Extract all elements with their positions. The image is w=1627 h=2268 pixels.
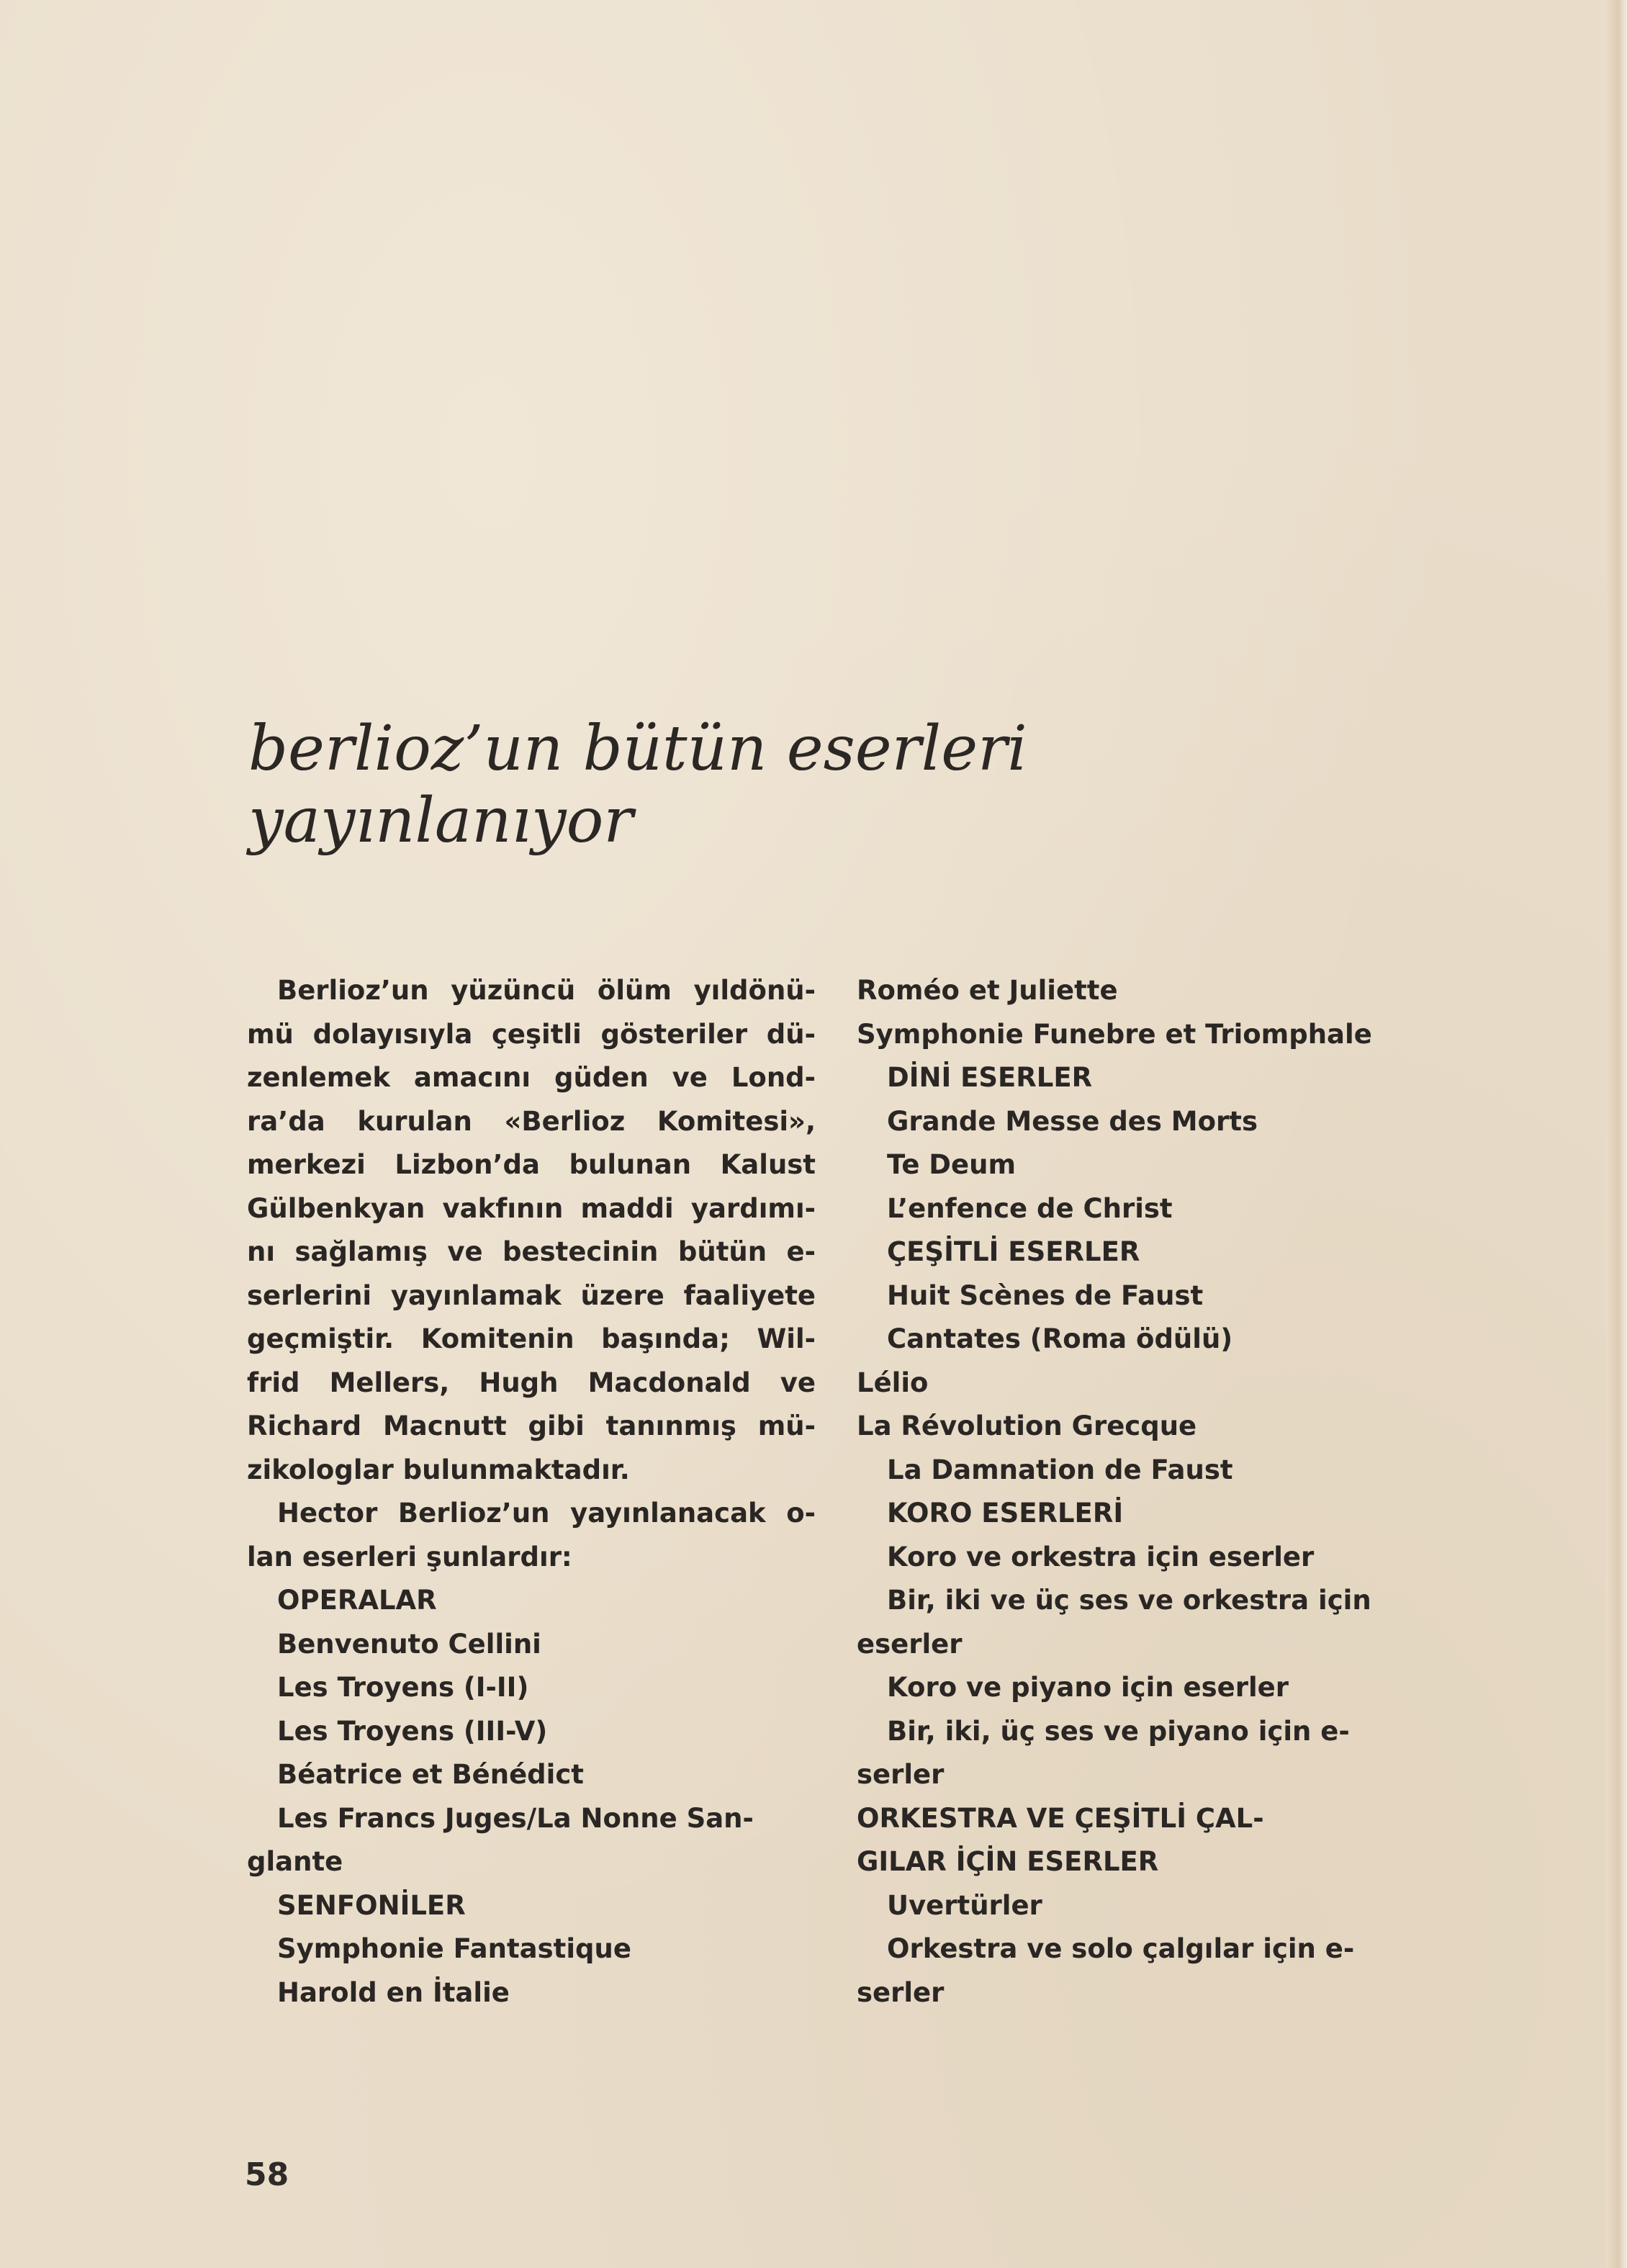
torn-page-edge	[1605, 0, 1627, 2268]
work-title: Bir, iki ve üç ses ve orkestra için	[887, 1585, 1371, 1616]
text-line: lan eserleri şunlardır:	[247, 1541, 572, 1572]
section-heading: SENFONİLER	[277, 1889, 466, 1921]
section-heading: KORO ESERLERİ	[887, 1498, 1124, 1529]
work-title: Grande Messe des Morts	[887, 1105, 1258, 1137]
work-title: La Damnation de Faust	[887, 1454, 1233, 1485]
text-line: Hector Berlioz’un yayınlanacak o-	[277, 1498, 816, 1529]
works-list-right	[857, 969, 1440, 2015]
work-title: Symphonie Fantastique	[277, 1933, 631, 1964]
work-title: Orkestra ve solo çalgılar için e-	[887, 1933, 1355, 1964]
text-line: merkezi Lizbon’da bulunan Kalust	[247, 1149, 816, 1180]
article-title	[248, 713, 1184, 857]
text-line: geçmiştir. Komitenin başında; Wil-	[247, 1323, 816, 1354]
work-title: Les Francs Juges/La Nonne San-	[277, 1802, 754, 1834]
work-title-continued: serler	[857, 1759, 945, 1790]
work-title: Cantates (Roma ödülü)	[887, 1323, 1233, 1354]
work-title: Roméo et Juliette	[857, 975, 1118, 1006]
work-title-continued: glante	[247, 1846, 343, 1877]
work-title-continued: eserler	[857, 1628, 963, 1660]
text-line: zikologlar bulunmaktadır.	[247, 1454, 630, 1485]
intro-paragraph	[247, 969, 816, 1492]
work-title: La Révolution Grecque	[857, 1410, 1197, 1441]
work-title: Benvenuto Cellini	[277, 1628, 541, 1660]
work-title-continued: serler	[857, 1976, 945, 2008]
left-column	[247, 969, 816, 2015]
text-line: Richard Macnutt gibi tanınmış mü-	[247, 1410, 816, 1441]
works-list-left	[247, 1579, 816, 2015]
text-line: zenlemek amacını güden ve Lond-	[247, 1062, 816, 1093]
work-title: Béatrice et Bénédict	[277, 1759, 584, 1790]
work-title: Les Troyens (I-II)	[277, 1672, 529, 1703]
list-intro-paragraph	[247, 1492, 816, 1579]
work-title: Uvertürler	[887, 1889, 1042, 1921]
section-heading-continued: GILAR İÇİN ESERLER	[857, 1846, 1159, 1877]
section-heading: ÇEŞİTLİ ESERLER	[887, 1236, 1140, 1267]
article-title-line-2: yayınlanıyor	[248, 785, 634, 857]
work-title: Koro ve orkestra için eserler	[887, 1541, 1315, 1572]
work-title: Huit Scènes de Faust	[887, 1279, 1204, 1311]
article-title-line-1: berlioz’un bütün eserleri	[248, 713, 1027, 785]
text-line: frid Mellers, Hugh Macdonald ve	[247, 1367, 816, 1398]
work-title: Bir, iki, üç ses ve piyano için e-	[887, 1715, 1350, 1747]
work-title: Les Troyens (III-V)	[277, 1715, 548, 1747]
work-title: L’enfence de Christ	[887, 1192, 1173, 1224]
page-number: 58	[245, 2156, 289, 2193]
work-title: Symphonie Funebre et Triomphale	[857, 1018, 1372, 1050]
text-line: ra’da kurulan «Berlioz Komitesi»,	[247, 1105, 816, 1137]
work-title: Harold en İtalie	[277, 1976, 510, 2008]
work-title: Lélio	[857, 1367, 929, 1398]
section-heading: OPERALAR	[277, 1585, 437, 1616]
right-column	[857, 969, 1440, 2015]
section-heading: DİNİ ESERLER	[887, 1062, 1093, 1093]
text-line: nı sağlamış ve bestecinin bütün e-	[247, 1236, 816, 1267]
work-title: Koro ve piyano için eserler	[887, 1672, 1289, 1703]
section-heading: ORKESTRA VE ÇEŞİTLİ ÇAL-	[857, 1802, 1264, 1834]
text-line: Gülbenkyan vakfının maddi yardımı-	[247, 1192, 816, 1224]
text-line: serlerini yayınlamak üzere faaliyete	[247, 1279, 816, 1311]
work-title: Te Deum	[887, 1149, 1017, 1180]
text-line: Berlioz’un yüzüncü ölüm yıldönü-	[277, 975, 816, 1006]
text-line: mü dolayısıyla çeşitli gösteriler dü-	[247, 1018, 816, 1050]
